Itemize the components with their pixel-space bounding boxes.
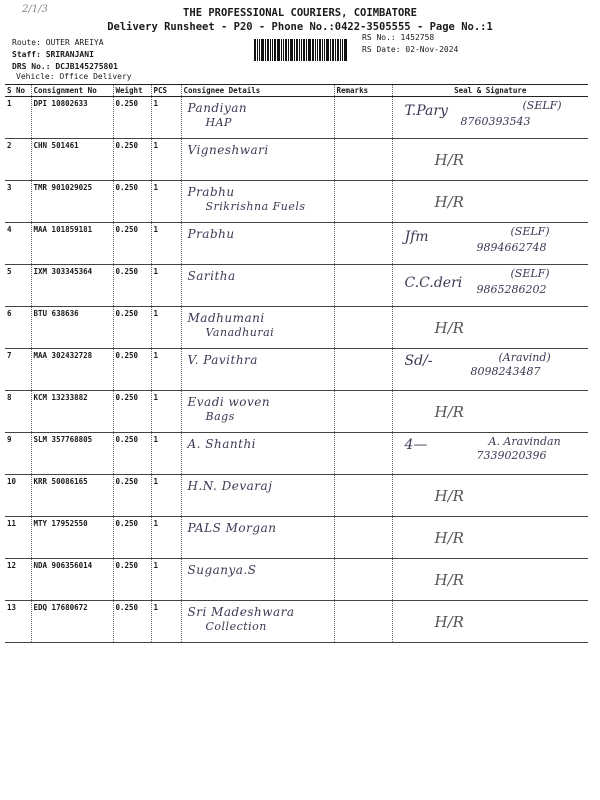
receiver-note: (SELF) — [510, 225, 550, 238]
table-row — [5, 349, 588, 391]
consignment-no-cell: EDQ 17680672 — [31, 601, 113, 643]
pcs-cell: 1 — [151, 181, 181, 223]
weight-cell: 0.250 — [113, 139, 151, 181]
remarks-cell — [334, 517, 392, 559]
sno-cell: 13 — [5, 601, 31, 643]
weight-cell: 0.250 — [113, 433, 151, 475]
consignment-no-cell: CHN 501461 — [31, 139, 113, 181]
signature-cell — [392, 349, 588, 391]
col-header-remarks: Remarks — [334, 85, 392, 97]
signature-cell — [392, 307, 588, 349]
hr-mark: H/R — [434, 319, 464, 337]
table-row — [5, 265, 588, 307]
consignee-cell — [181, 517, 334, 559]
table-header-row — [5, 85, 588, 97]
consignee-name: Vigneshwari — [187, 143, 269, 157]
consignee-name: Evadi woven — [187, 395, 271, 409]
drs-number: DRS No.: DCJB145275801 — [12, 62, 118, 71]
route-label: Route: OUTER AREIYA — [12, 38, 104, 47]
table-row — [5, 601, 588, 643]
signature-cell — [392, 559, 588, 601]
consignment-no-cell: BTU 638636 — [31, 307, 113, 349]
table-row — [5, 139, 588, 181]
consignee-name: Suganya.S — [187, 563, 257, 577]
col-header-signature: Seal & Signature — [392, 85, 588, 97]
consignee-cell — [181, 391, 334, 433]
remarks-cell — [334, 433, 392, 475]
pcs-cell: 1 — [151, 559, 181, 601]
rs-number: RS No.: 1452758 — [362, 33, 435, 42]
handwritten-signature: T.Pary — [404, 103, 448, 119]
consignee-cell — [181, 349, 334, 391]
table-row — [5, 475, 588, 517]
pcs-cell: 1 — [151, 475, 181, 517]
sno-cell: 6 — [5, 307, 31, 349]
remarks-cell — [334, 559, 392, 601]
signature-cell — [392, 391, 588, 433]
receiver-note: (Aravind) — [498, 351, 551, 364]
pcs-cell: 1 — [151, 601, 181, 643]
company-title: THE PROFESSIONAL COURIERS, COIMBATORE — [183, 7, 417, 19]
consignment-no-cell: KCM 13233882 — [31, 391, 113, 433]
hr-mark: H/R — [434, 193, 464, 211]
consignee-cell — [181, 307, 334, 349]
consignee-name-line2: Bags — [205, 410, 235, 423]
remarks-cell — [334, 601, 392, 643]
remarks-cell — [334, 475, 392, 517]
weight-cell: 0.250 — [113, 559, 151, 601]
col-header-sno: S No — [5, 85, 31, 97]
consignee-cell — [181, 223, 334, 265]
receiver-phone: 9894662748 — [476, 241, 547, 254]
sno-cell: 10 — [5, 475, 31, 517]
sno-cell: 12 — [5, 559, 31, 601]
pcs-cell: 1 — [151, 223, 181, 265]
sno-cell: 5 — [5, 265, 31, 307]
col-header-weight: Weight — [113, 85, 151, 97]
table-row — [5, 517, 588, 559]
staff-label: Staff: SRIRANJANI — [12, 50, 94, 59]
weight-cell: 0.250 — [113, 265, 151, 307]
hr-mark: H/R — [434, 403, 464, 421]
consignee-cell — [181, 265, 334, 307]
table-row — [5, 97, 588, 139]
consignee-name-line2: Srikrishna Fuels — [205, 200, 306, 213]
rs-date: RS Date: 02-Nov-2024 — [362, 45, 459, 54]
consignment-no-cell: IXM 303345364 — [31, 265, 113, 307]
consignee-cell — [181, 97, 334, 139]
remarks-cell — [334, 265, 392, 307]
consignee-name-line2: HAP — [205, 116, 232, 129]
consignee-name: Prabhu — [187, 227, 235, 241]
sno-cell: 7 — [5, 349, 31, 391]
signature-cell — [392, 517, 588, 559]
consignment-no-cell: TMR 901029025 — [31, 181, 113, 223]
weight-cell: 0.250 — [113, 181, 151, 223]
table-row — [5, 307, 588, 349]
pcs-cell: 1 — [151, 517, 181, 559]
weight-cell: 0.250 — [113, 517, 151, 559]
consignee-name: Prabhu — [187, 185, 235, 199]
signature-cell — [392, 223, 588, 265]
consignee-name-line2: Vanadhurai — [205, 326, 275, 339]
receiver-phone: 8098243487 — [470, 365, 541, 378]
signature-cell — [392, 97, 588, 139]
pcs-cell: 1 — [151, 265, 181, 307]
receiver-phone: 8760393543 — [460, 115, 531, 128]
consignee-name: Pandiyan — [187, 101, 248, 115]
consignee-name: A. Shanthi — [187, 437, 257, 451]
handwritten-signature: 4— — [404, 437, 428, 453]
consignee-cell — [181, 601, 334, 643]
pcs-cell: 1 — [151, 97, 181, 139]
table-row — [5, 223, 588, 265]
pcs-cell: 1 — [151, 349, 181, 391]
remarks-cell — [334, 223, 392, 265]
weight-cell: 0.250 — [113, 601, 151, 643]
receiver-note: (SELF) — [522, 99, 562, 112]
signature-cell — [392, 181, 588, 223]
consignee-name: H.N. Devaraj — [187, 479, 273, 493]
consignee-name: Madhumani — [187, 311, 265, 325]
hr-mark: H/R — [434, 529, 464, 547]
consignment-no-cell: MTY 17952550 — [31, 517, 113, 559]
remarks-cell — [334, 97, 392, 139]
col-header-consignee: Consignee Details — [181, 85, 334, 97]
corner-handwritten-note: 2/1/3 — [22, 4, 48, 15]
sno-cell: 1 — [5, 97, 31, 139]
handwritten-signature: Sd/- — [404, 353, 433, 369]
handwritten-signature: C.C.deri — [404, 275, 463, 291]
signature-cell — [392, 601, 588, 643]
signature-cell — [392, 265, 588, 307]
hr-mark: H/R — [434, 151, 464, 169]
consignment-no-cell: KRR 50086165 — [31, 475, 113, 517]
consignee-cell — [181, 559, 334, 601]
pcs-cell: 1 — [151, 307, 181, 349]
barcode-image — [254, 39, 350, 61]
weight-cell: 0.250 — [113, 475, 151, 517]
col-header-pcs: PCS — [151, 85, 181, 97]
consignment-no-cell: NDA 906356014 — [31, 559, 113, 601]
hr-mark: H/R — [434, 571, 464, 589]
weight-cell: 0.250 — [113, 223, 151, 265]
weight-cell: 0.250 — [113, 97, 151, 139]
signature-cell — [392, 475, 588, 517]
consignee-name: V. Pavithra — [187, 353, 258, 367]
consignment-no-cell: MAA 101859181 — [31, 223, 113, 265]
consignee-cell — [181, 181, 334, 223]
signature-cell — [392, 433, 588, 475]
runsheet-subtitle: Delivery Runsheet - P20 - Phone No.:0422-3505555 - Page No.:1 — [107, 21, 493, 33]
remarks-cell — [334, 349, 392, 391]
receiver-note: A. Aravindan — [488, 435, 561, 448]
col-header-consignment: Consignment No — [31, 85, 113, 97]
sno-cell: 9 — [5, 433, 31, 475]
pcs-cell: 1 — [151, 391, 181, 433]
sno-cell: 2 — [5, 139, 31, 181]
weight-cell: 0.250 — [113, 349, 151, 391]
consignee-cell — [181, 475, 334, 517]
vehicle-label: Vehicle: Office Delivery — [16, 72, 132, 81]
weight-cell: 0.250 — [113, 391, 151, 433]
sno-cell: 11 — [5, 517, 31, 559]
pcs-cell: 1 — [151, 139, 181, 181]
table-row — [5, 181, 588, 223]
consignment-no-cell: SLM 357768805 — [31, 433, 113, 475]
table-row — [5, 559, 588, 601]
sno-cell: 8 — [5, 391, 31, 433]
table-row — [5, 433, 588, 475]
weight-cell: 0.250 — [113, 307, 151, 349]
consignee-name: Saritha — [187, 269, 236, 283]
consignee-name: PALS Morgan — [187, 521, 277, 535]
sno-cell: 3 — [5, 181, 31, 223]
remarks-cell — [334, 139, 392, 181]
receiver-phone: 7339020396 — [476, 449, 547, 462]
consignment-no-cell: MAA 302432728 — [31, 349, 113, 391]
table-row — [5, 391, 588, 433]
consignee-name: Sri Madeshwara — [187, 605, 295, 619]
remarks-cell — [334, 307, 392, 349]
consignee-cell — [181, 433, 334, 475]
handwritten-signature: Jfm — [404, 229, 429, 245]
receiver-note: (SELF) — [510, 267, 550, 280]
receiver-phone: 9865286202 — [476, 283, 547, 296]
hr-mark: H/R — [434, 613, 464, 631]
runsheet-table — [5, 84, 588, 643]
consignment-no-cell: DPI 10802633 — [31, 97, 113, 139]
pcs-cell: 1 — [151, 433, 181, 475]
sno-cell: 4 — [5, 223, 31, 265]
signature-cell — [392, 139, 588, 181]
remarks-cell — [334, 391, 392, 433]
hr-mark: H/R — [434, 487, 464, 505]
consignee-name-line2: Collection — [205, 620, 267, 633]
consignee-cell — [181, 139, 334, 181]
remarks-cell — [334, 181, 392, 223]
